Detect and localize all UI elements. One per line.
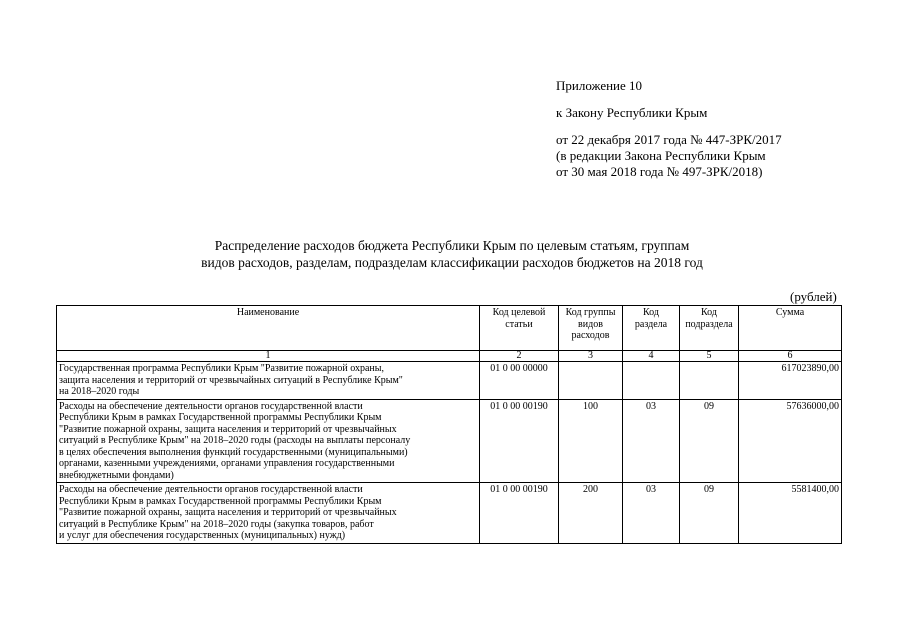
- row-subsection: [680, 362, 739, 400]
- col-number: 1: [57, 351, 480, 362]
- appendix-revision: (в редакции Закона Республики Крым: [556, 148, 766, 163]
- title-line-2: видов расходов, разделам, подразделам классификации расходов бюджетов на 2018 год: [201, 255, 703, 270]
- appendix-revision-date: от 30 мая 2018 года № 497-ЗРК/2018): [556, 164, 763, 179]
- appendix-law: к Закону Республики Крым: [556, 105, 708, 120]
- row-section: 03: [623, 399, 680, 483]
- row-group: 100: [559, 399, 623, 483]
- row-sum: 617023890,00: [739, 362, 842, 400]
- row-name: Расходы на обеспечение деятельности органов государственной власти Республики Крым в рамках Государственной программы Республики Крым "Развитие пожарной охраны, защита населения и территорий от чрезвычайных ситуаций в Республике Крым" на 2018–2020 годы (расходы на выплаты персоналу в целях обеспечения выполнения функций государственными (муниципальными) органами, казенными учреждениями, органами управления государственными внебюджетными фондами): [57, 399, 480, 483]
- table-header-row: [57, 306, 842, 351]
- col-number: 3: [559, 351, 623, 362]
- row-section: [623, 362, 680, 400]
- table-row: [57, 362, 842, 400]
- col-number: 4: [623, 351, 680, 362]
- row-section: 03: [623, 483, 680, 544]
- row-group: [559, 362, 623, 400]
- table-row: [57, 399, 842, 483]
- row-name: Расходы на обеспечение деятельности органов государственной власти Республики Крым в рамках Государственной программы Республики Крым "Развитие пожарной охраны, защита населения и территорий от чрезвычайных ситуаций в Республике Крым" на 2018–2020 годы (закупка товаров, работ и услуг для обеспечения государственных (муниципальных) нужд): [57, 483, 480, 544]
- header-group: Код группы видов расходов: [559, 306, 623, 351]
- col-number: 2: [480, 351, 559, 362]
- row-name: Государственная программа Республики Крым "Развитие пожарной охраны, защита населения и территорий от чрезвычайных ситуаций в Республике Крым" на 2018–2020 годы: [57, 362, 480, 400]
- row-subsection: 09: [680, 399, 739, 483]
- column-number-row: [57, 351, 842, 362]
- row-code: 01 0 00 00190: [480, 483, 559, 544]
- row-group: 200: [559, 483, 623, 544]
- row-sum: 5581400,00: [739, 483, 842, 544]
- appendix-date: от 22 декабря 2017 года № 447-ЗРК/2017: [556, 132, 782, 147]
- table-row: [57, 483, 842, 544]
- header-sum: Сумма: [739, 306, 842, 351]
- col-number: 6: [739, 351, 842, 362]
- row-subsection: 09: [680, 483, 739, 544]
- row-code: 01 0 00 00000: [480, 362, 559, 400]
- document-title: [120, 237, 784, 271]
- row-sum: 57636000,00: [739, 399, 842, 483]
- header-name: Наименование: [57, 306, 480, 351]
- header-code: Код целевой статьи: [480, 306, 559, 351]
- unit-label: (рублей): [790, 289, 837, 304]
- appendix-number: Приложение 10: [556, 78, 643, 93]
- appendix-header: [556, 78, 782, 180]
- row-code: 01 0 00 00190: [480, 399, 559, 483]
- header-section: Код раздела: [623, 306, 680, 351]
- title-line-1: Распределение расходов бюджета Республики Крым по целевым статьям, группам: [214, 238, 690, 253]
- budget-table: [56, 305, 842, 544]
- header-subsection: Код подраздела: [680, 306, 739, 351]
- col-number: 5: [680, 351, 739, 362]
